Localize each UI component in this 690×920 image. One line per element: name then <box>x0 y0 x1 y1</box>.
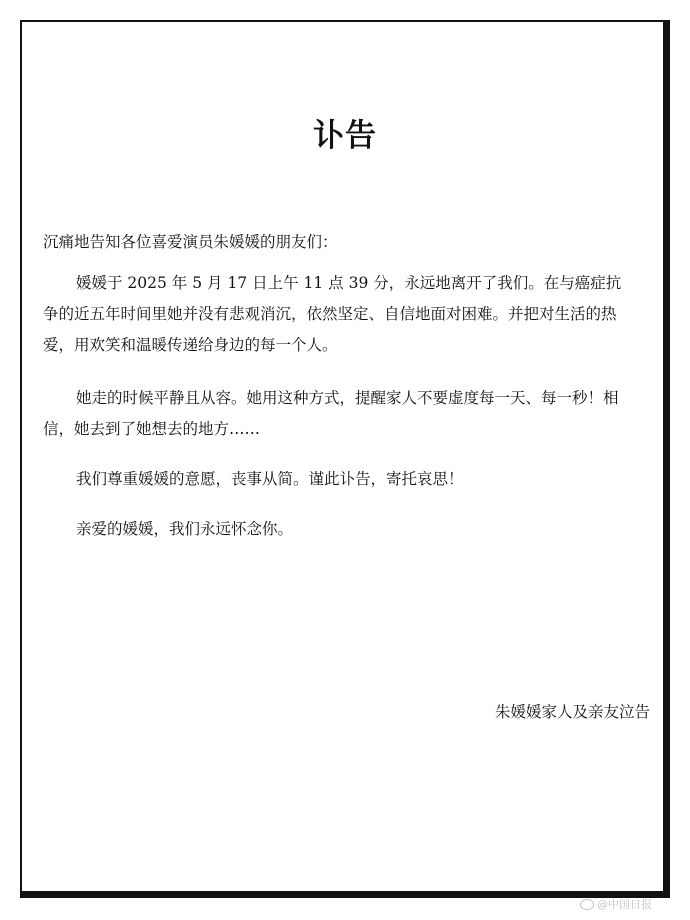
paragraph-2: 她走的时候平静且从容。她用这种方式，提醒家人不要虚度每一天、每一秒！相信，她去到了她想去的地方…… <box>43 389 619 438</box>
weibo-logo-icon <box>580 899 594 910</box>
paragraph-4: 亲爱的媛媛，我们永远怀念你。 <box>76 520 294 538</box>
document-title: 讣告 <box>313 118 377 154</box>
greeting-line: 沉痛地告知各位喜爱演员朱媛媛的朋友们： <box>43 233 338 251</box>
paragraph-3: 我们尊重媛媛的意愿，丧事从简。谨此讣告，寄托哀思！ <box>76 470 464 488</box>
paragraph-1: 媛媛于 2025 年 5 月 17 日上午 11 点 39 分，永远地离开了我们。在与癌症抗争的近五年时间里她并没有悲观消沉，依然坚定、自信地面对困难。并把对生活的热爱，用欢笑和温暖传递给身边的每一个人。 <box>43 274 622 354</box>
watermark-text: @中国日报 <box>597 898 652 911</box>
signature: 朱媛媛家人及亲友泣告 <box>494 703 650 721</box>
watermark <box>580 896 652 912</box>
